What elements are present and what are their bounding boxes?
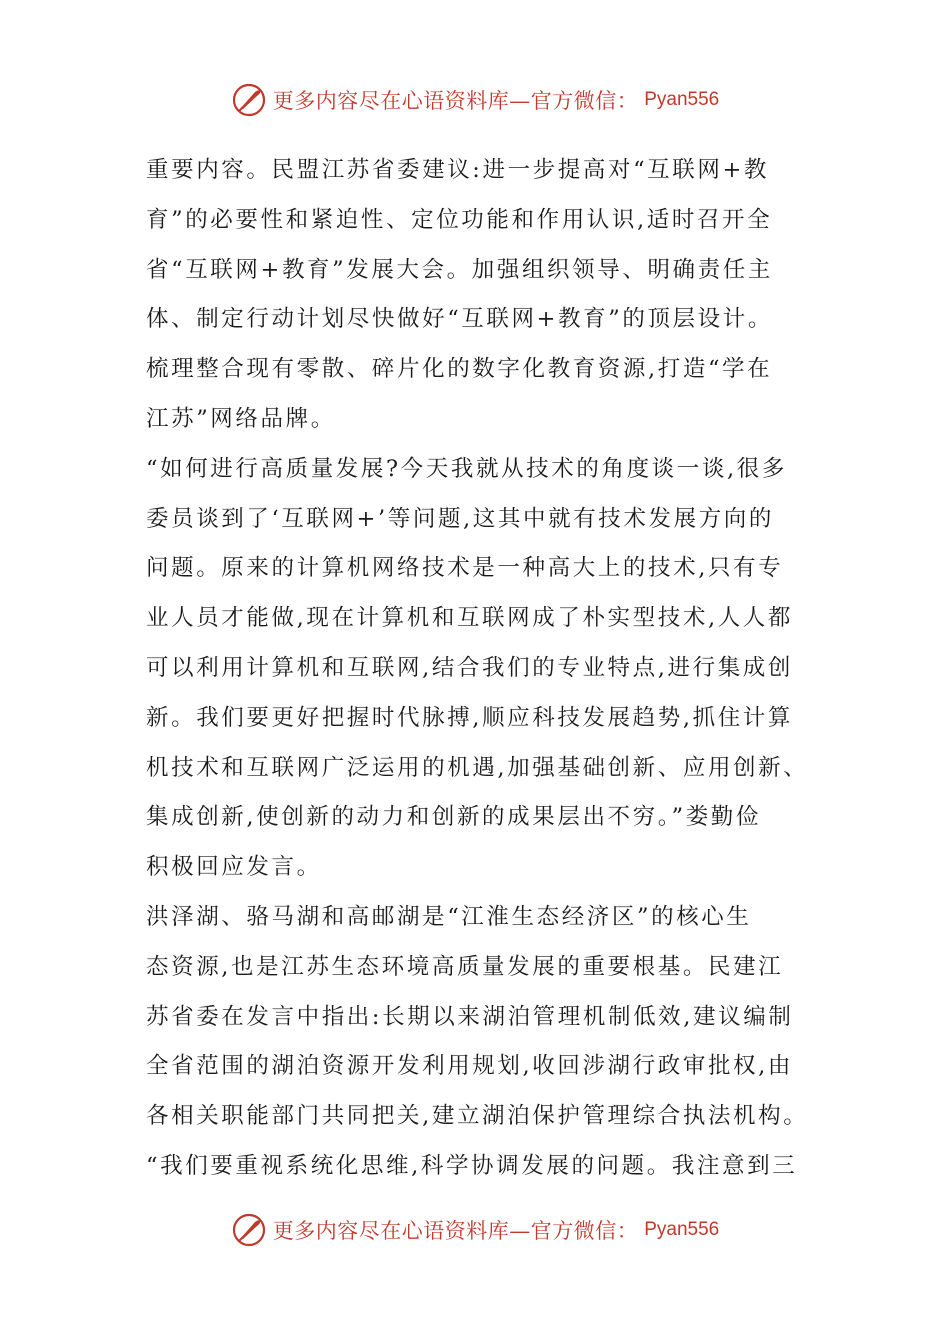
text-line: 苏省委在发言中指出:长期以来湖泊管理机制低效,建议编制 [146, 1003, 794, 1030]
document-body [146, 146, 812, 1192]
text-line: 体、制定行动计划尽快做好“互联网+教育”的顶层设计。 [146, 306, 773, 333]
text-line: 新。我们要更好把握时代脉搏,顺应科技发展趋势,抓住计算 [146, 704, 794, 731]
text-line: 积极回应发言。 [146, 854, 322, 881]
quill-logo-icon [231, 1212, 267, 1248]
text-line: 育”的必要性和紧迫性、定位功能和作用认识,适时召开全 [146, 206, 773, 233]
footer-banner [0, 1208, 950, 1252]
text-line: 集成创新,使创新的动力和创新的成果层出不穷。”娄勤俭 [146, 804, 762, 831]
footer-wechat-id: Pyan556 [644, 1219, 720, 1240]
header-banner-text: 更多内容尽在心语资料库—官方微信： [272, 89, 639, 113]
text-line: 委员谈到了‘互联网+’等问题,这其中就有技术发展方向的 [146, 505, 775, 532]
text-line: 全省范围的湖泊资源开发利用规划,收回涉湖行政审批权,由 [146, 1053, 794, 1080]
quill-logo-icon [231, 82, 267, 118]
text-line: 江苏”网络品牌。 [146, 405, 336, 432]
text-line: 机技术和互联网广泛运用的机遇,加强基础创新、应用创新、 [146, 754, 809, 781]
text-line: 各相关职能部门共同把关,建立湖泊保护管理综合执法机构。 [146, 1103, 809, 1130]
footer-banner-text: 更多内容尽在心语资料库—官方微信： [272, 1219, 639, 1243]
text-line: “如何进行高质量发展?今天我就从技术的角度谈一谈,很多 [146, 455, 787, 482]
text-line: 可以利用计算机和互联网,结合我们的专业特点,进行集成创 [146, 654, 794, 681]
text-line: 态资源,也是江苏生态环境高质量发展的重要根基。民建江 [146, 953, 784, 980]
text-line: 省“互联网+教育”发展大会。加强组织领导、明确责任主 [146, 256, 773, 283]
header-wechat-id: Pyan556 [644, 89, 720, 110]
text-line: 问题。原来的计算机网络技术是一种高大上的技术,只有专 [146, 555, 784, 582]
text-line: 梳理整合现有零散、碎片化的数字化教育资源,打造“学在 [146, 356, 773, 383]
text-line: “我们要重视系统化思维,科学协调发展的问题。我注意到三 [146, 1152, 798, 1179]
text-line: 洪泽湖、骆马湖和高邮湖是“江淮生态经济区”的核心生 [146, 903, 752, 930]
text-line: 重要内容。民盟江苏省委建议:进一步提高对“互联网+教 [146, 157, 770, 183]
text-line: 业人员才能做,现在计算机和互联网成了朴实型技术,人人都 [146, 605, 794, 632]
header-banner [0, 78, 950, 122]
